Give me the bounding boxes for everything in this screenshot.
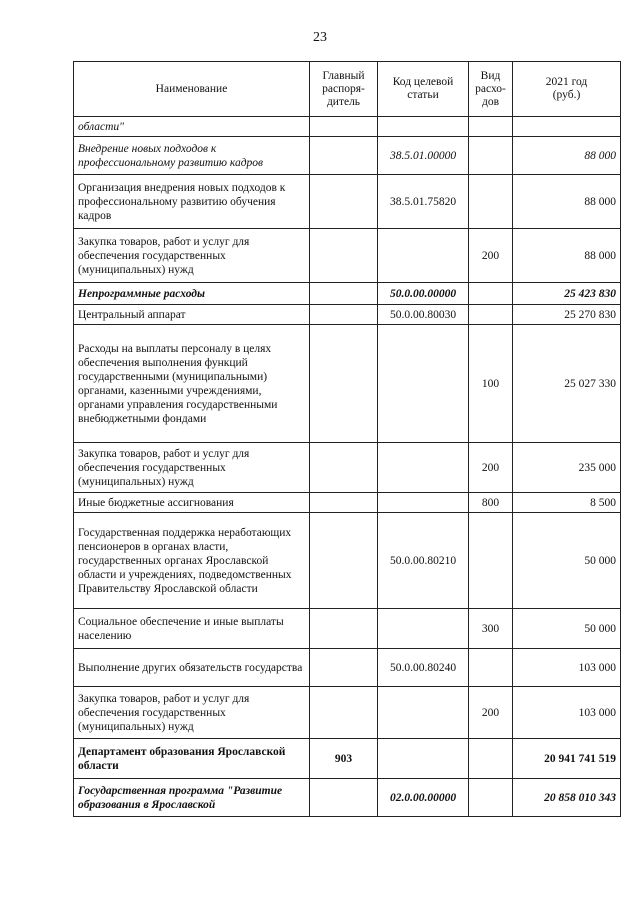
row-code: 50.0.00.80240 — [378, 649, 469, 687]
table-body — [74, 117, 621, 817]
table-row — [74, 305, 621, 325]
row-type — [469, 117, 513, 137]
row-admin — [310, 175, 378, 229]
table-row — [74, 325, 621, 443]
row-amount: 50 000 — [513, 609, 621, 649]
row-name: Социальное обеспечение и иные выплаты населению — [74, 609, 310, 649]
row-type — [469, 305, 513, 325]
table-row — [74, 779, 621, 817]
row-type — [469, 779, 513, 817]
row-amount: 25 027 330 — [513, 325, 621, 443]
row-code: 50.0.00.00000 — [378, 283, 469, 305]
row-amount: 50 000 — [513, 513, 621, 609]
row-amount: 88 000 — [513, 175, 621, 229]
row-code — [378, 739, 469, 779]
row-name: Расходы на выплаты персоналу в целях обеспечения выполнения функций государственными (муниципальными) органами, казенными учреждениями, органами управления государственными внебюджетными фондами — [74, 325, 310, 443]
table-row — [74, 513, 621, 609]
table-header-row — [74, 62, 621, 117]
row-amount: 25 423 830 — [513, 283, 621, 305]
row-code: 38.5.01.75820 — [378, 175, 469, 229]
row-name: области" — [74, 117, 310, 137]
row-type: 200 — [469, 229, 513, 283]
table-row — [74, 687, 621, 739]
row-amount: 103 000 — [513, 687, 621, 739]
page-number: 23 — [313, 30, 327, 45]
table-row — [74, 229, 621, 283]
table-row — [74, 493, 621, 513]
row-admin — [310, 493, 378, 513]
row-type: 800 — [469, 493, 513, 513]
row-admin — [310, 687, 378, 739]
header-name: Наименование — [74, 62, 310, 117]
row-name: Закупка товаров, работ и услуг для обеспечения государственных (муниципальных) нужд — [74, 229, 310, 283]
row-amount: 20 858 010 343 — [513, 779, 621, 817]
row-type — [469, 283, 513, 305]
table-row — [74, 117, 621, 137]
row-amount: 20 941 741 519 — [513, 739, 621, 779]
row-admin — [310, 325, 378, 443]
table-row — [74, 443, 621, 493]
row-type: 100 — [469, 325, 513, 443]
table-row — [74, 137, 621, 175]
row-admin — [310, 305, 378, 325]
row-code: 38.5.01.00000 — [378, 137, 469, 175]
header-type: Вид расхо- дов — [469, 62, 513, 117]
row-code — [378, 687, 469, 739]
row-code — [378, 609, 469, 649]
row-name: Департамент образования Ярославской области — [74, 739, 310, 779]
row-type — [469, 137, 513, 175]
row-type — [469, 175, 513, 229]
row-amount: 88 000 — [513, 137, 621, 175]
row-admin — [310, 609, 378, 649]
row-type — [469, 739, 513, 779]
row-amount: 8 500 — [513, 493, 621, 513]
row-code — [378, 229, 469, 283]
row-name: Закупка товаров, работ и услуг для обеспечения государственных (муниципальных) нужд — [74, 443, 310, 493]
row-admin — [310, 137, 378, 175]
row-code — [378, 493, 469, 513]
row-name: Внедрение новых подходов к профессиональному развитию кадров — [74, 137, 310, 175]
header-code: Код целевой статьи — [378, 62, 469, 117]
row-code: 02.0.00.00000 — [378, 779, 469, 817]
row-name: Государственная поддержка неработающих пенсионеров в органах власти, государственных органах Ярославской области и учреждениях, подведомственных Правительству Ярославской области — [74, 513, 310, 609]
row-name: Иные бюджетные ассигнования — [74, 493, 310, 513]
row-admin — [310, 283, 378, 305]
row-amount — [513, 117, 621, 137]
row-admin: 903 — [310, 739, 378, 779]
row-admin — [310, 443, 378, 493]
table-row — [74, 283, 621, 305]
row-name: Выполнение других обязательств государства — [74, 649, 310, 687]
table-row — [74, 649, 621, 687]
row-type: 200 — [469, 443, 513, 493]
row-type: 200 — [469, 687, 513, 739]
row-admin — [310, 513, 378, 609]
row-name: Государственная программа "Развитие образования в Ярославской — [74, 779, 310, 817]
row-type — [469, 649, 513, 687]
row-type: 300 — [469, 609, 513, 649]
row-amount: 103 000 — [513, 649, 621, 687]
row-name: Непрограммные расходы — [74, 283, 310, 305]
table-row — [74, 739, 621, 779]
row-code — [378, 443, 469, 493]
row-admin — [310, 649, 378, 687]
row-admin — [310, 229, 378, 283]
table-row — [74, 175, 621, 229]
row-code — [378, 117, 469, 137]
row-amount: 235 000 — [513, 443, 621, 493]
row-admin — [310, 117, 378, 137]
row-type — [469, 513, 513, 609]
row-amount: 25 270 830 — [513, 305, 621, 325]
row-code: 50.0.00.80210 — [378, 513, 469, 609]
row-code: 50.0.00.80030 — [378, 305, 469, 325]
table-row — [74, 609, 621, 649]
row-name: Закупка товаров, работ и услуг для обеспечения государственных (муниципальных) нужд — [74, 687, 310, 739]
header-amount: 2021 год (руб.) — [513, 62, 621, 117]
header-admin: Главный распоря- дитель — [310, 62, 378, 117]
row-amount: 88 000 — [513, 229, 621, 283]
row-name: Центральный аппарат — [74, 305, 310, 325]
row-code — [378, 325, 469, 443]
budget-table — [73, 61, 621, 817]
row-admin — [310, 779, 378, 817]
row-name: Организация внедрения новых подходов к профессиональному развитию обучения кадров — [74, 175, 310, 229]
